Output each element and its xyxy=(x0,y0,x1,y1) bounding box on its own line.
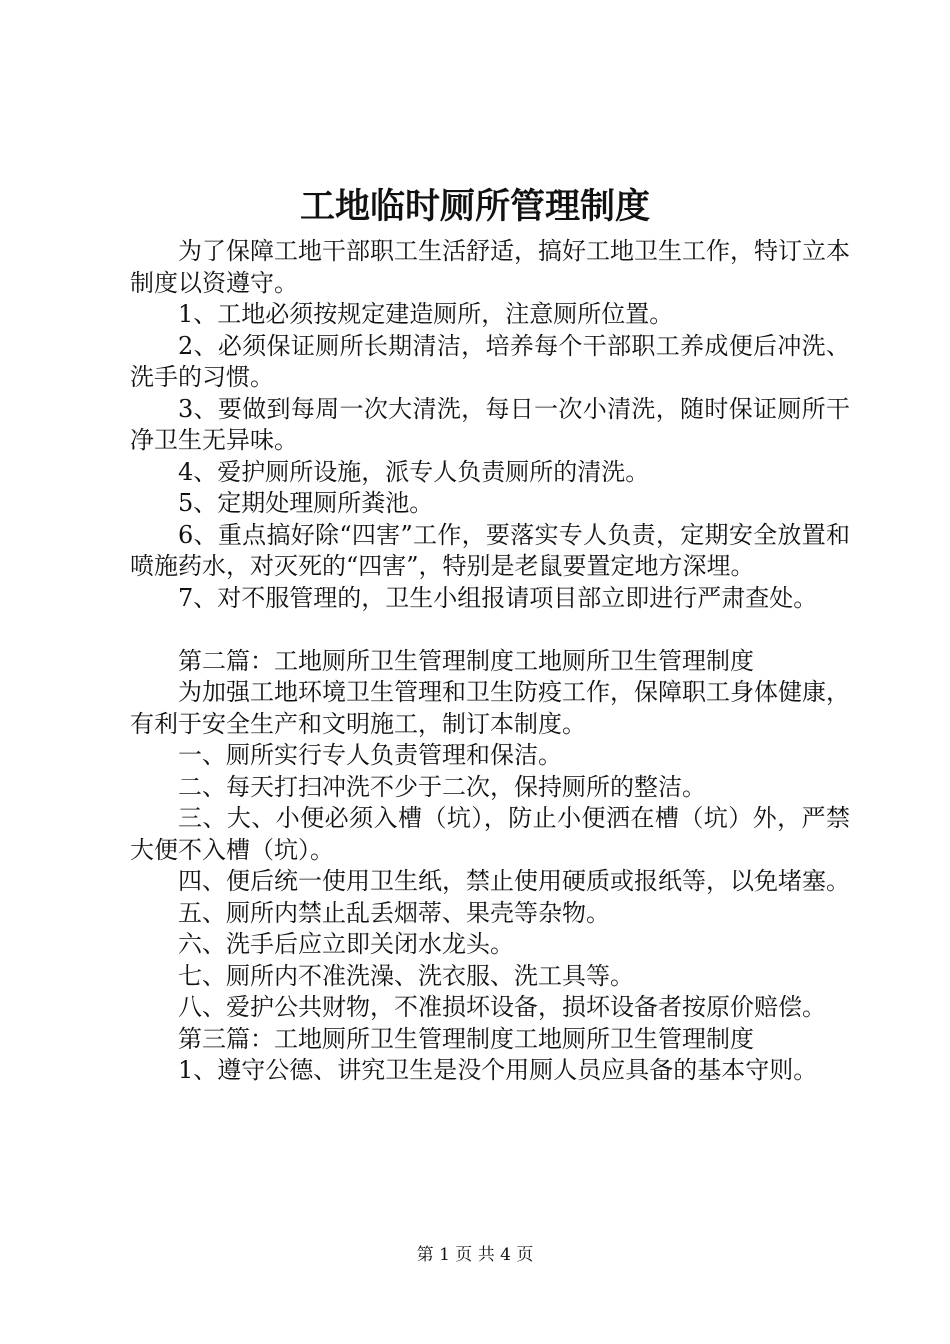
section-3-item-1: 1、遵守公德、讲究卫生是没个用厕人员应具备的基本守则。 xyxy=(178,1056,818,1084)
rule-item-4: 4、爱护厕所设施，派专人负责厕所的清洗。 xyxy=(178,457,650,486)
rule-item-7: 7、对不服管理的，卫生小组报请项目部立即进行严肃查处。 xyxy=(178,583,818,612)
rule-item-5: 5、定期处理厕所粪池。 xyxy=(178,489,434,517)
rule-item-3: 3、要做到每周一次大清洗，每日一次小清洗，随时保证厕所干净卫生无异味。 xyxy=(130,394,850,454)
section-3-heading: 第三篇：工地厕所卫生管理制度工地厕所卫生管理制度 xyxy=(178,1024,754,1053)
section-2-intro: 为加强工地环境卫生管理和卫生防疫工作，保障职工身体健康，有利于安全生产和文明施工，制订本制度。 xyxy=(130,678,850,738)
section-2-item-7: 七、厕所内不准洗澡、洗衣服、洗工具等。 xyxy=(178,961,634,990)
section-2-item-1: 一、厕所实行专人负责管理和保洁。 xyxy=(178,741,562,769)
document-body xyxy=(130,236,850,1087)
section-spacer xyxy=(130,614,850,646)
section-2-item-2: 二、每天打扫冲洗不少于二次，保持厕所的整洁。 xyxy=(178,772,706,801)
rule-item-6: 6、重点搞好除“四害”工作，要落实专人负责，定期安全放置和喷施药水，对灭死的“四害”，特别是老鼠要置定地方深埋。 xyxy=(130,520,850,580)
rule-item-1: 1、工地必须按规定建造厕所，注意厕所位置。 xyxy=(178,300,674,328)
intro-paragraph: 为了保障工地干部职工生活舒适，搞好工地卫生工作，特订立本制度以资遵守。 xyxy=(130,237,850,297)
section-2-item-8: 八、爱护公共财物，不准损坏设备，损坏设备者按原价赔偿。 xyxy=(178,993,826,1021)
section-2-item-3: 三、大、小便必须入槽（坑），防止小便洒在槽（坑）外，严禁大便不入槽（坑）。 xyxy=(130,804,850,864)
document-title: 工地临时厕所管理制度 xyxy=(299,187,650,227)
section-2-item-4: 四、便后统一使用卫生纸，禁止使用硬质或报纸等，以免堵塞。 xyxy=(178,867,850,895)
page-number: 第 1 页 共 4 页 xyxy=(416,1245,534,1265)
section-2-item-5: 五、厕所内禁止乱丢烟蒂、果壳等杂物。 xyxy=(178,898,610,927)
rule-item-2: 2、必须保证厕所长期清洁，培养每个干部职工养成便后冲洗、洗手的习惯。 xyxy=(130,331,850,391)
section-2-heading: 第二篇：工地厕所卫生管理制度工地厕所卫生管理制度 xyxy=(178,646,754,675)
section-2-item-6: 六、洗手后应立即关闭水龙头。 xyxy=(178,930,514,958)
